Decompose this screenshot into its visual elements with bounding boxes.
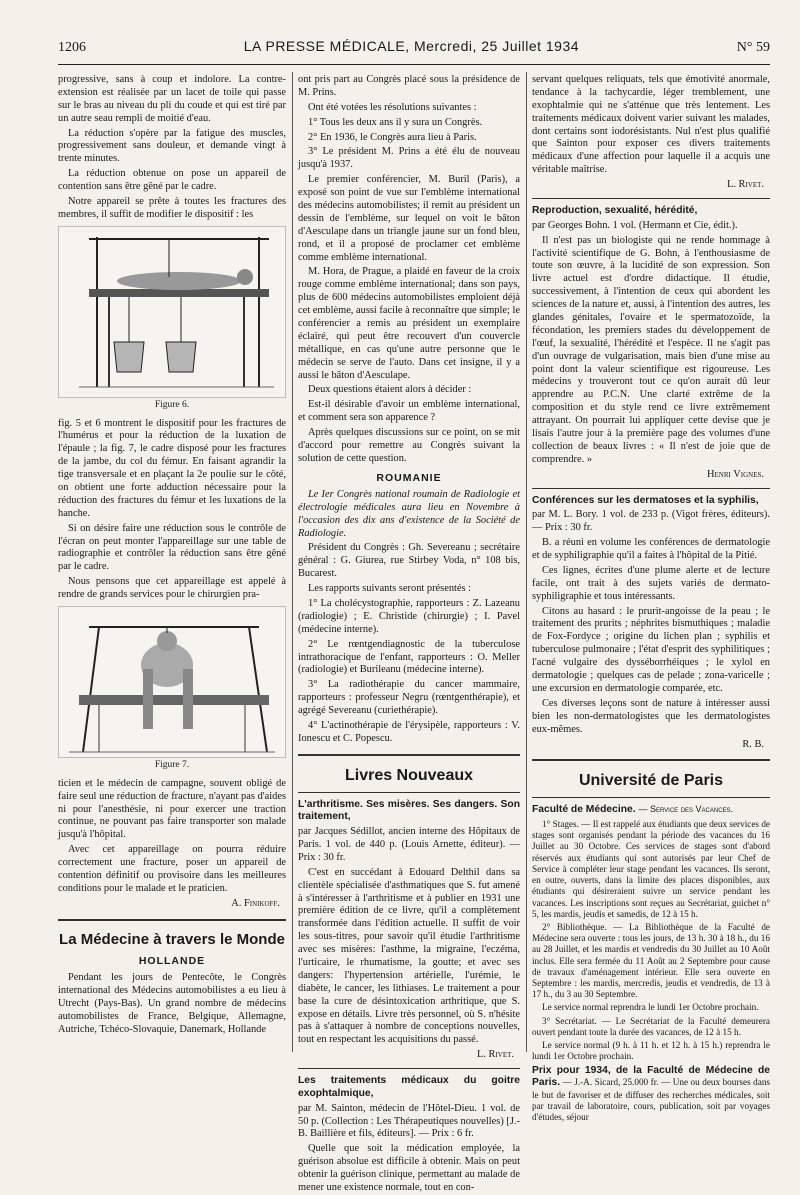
notice-paragraph: 2° Bibliothèque. — La Bibliothèque de la Faculté de Médecine sera ouverte : tous les jours, de 13 h. 30 à 18 h., du 16 au 28 Juillet, et les mardis et vendredis du 30 Juillet au 10 Août inclus. Elle sera fermée du 11 Août au 2 Septembre pour cause de travaux d'aménagement intérieur. Elle sera ouverte en Septembre : les mardis, mercredis, jeudis et vendredis, de 13 à 17 h., du 3 au 30 Septembre. (532, 921, 770, 1000)
paragraph: 2° En 1936, le Congrès aura lieu à Paris. (308, 131, 477, 143)
paragraph: Il n'est pas un biologiste qui ne rende hommage à l'activité scientifique de G. Bohn, à l'enthousiasme de toute son œuvre, à la lucidité de son expression. Son livre actuel est d'ordre didactique. Il étudie, successivement, à l'intention de ceux qui abordent les sciences de la nature et, aussi, à l'intention des autres, les glandes génitales, l'ovaire et le spermatozoïde, la fécondation, les premiers stades du développement de l'œuf, la sexualité, l'hérédité et l'espèce. Il ne s'agit pas d'un ouvrage de vulgarisation, mais bien d'une mise au point dont la valeur scientifique est rigoureuse. Les médecins y trouveront tout ce qu'on aurait dû leur apprendre au P.C.N. Une clarté extrême de la composition et du style rend ce livre extrêmement attrayant. On pourrait lui appliquer cette devise que je lisais l'autre jour à la première page des volumes d'une collection de beaux livres : « Il n'est de joie que de comprendre. » (532, 234, 770, 465)
review-signature: L. Rivet. (476, 1049, 514, 1061)
paragraph: Ces lignes, écrites d'une plume alerte et de lecture facile, ont trait à des sujets variés de dermato-syphiligraphie et tous intéressants. (532, 564, 770, 602)
book-title: Conférences sur les dermatoses et la syphilis, (532, 494, 759, 506)
divider (532, 797, 770, 798)
page-number: 1206 (58, 40, 86, 55)
column-rule-1 (292, 72, 293, 1052)
paragraph: Notre appareil se prête à toutes les fractures des membres, il suffit de modifier le dispositif : les (58, 196, 286, 220)
subsection-title: ROUMANIE (376, 471, 442, 484)
book-meta: par Jacques Sédillot, ancien interne des Hôpitaux de Paris. 1 vol. de 440 p. (Louis Arnette, éditeur). — Prix : 30 fr. (298, 826, 520, 863)
author-signature: A. Finikoff. (231, 897, 280, 909)
figure-7-caption: Figure 7. (154, 760, 190, 771)
notice-paragraph: Le service normal reprendra le lundi 1er Octobre prochain. (542, 1002, 759, 1013)
book-meta: par Georges Bohn. 1 vol. (Hermann et Cie, édit.). (532, 219, 738, 231)
figure-6-illustration (58, 226, 286, 398)
section-title: La Médecine à travers le Monde (59, 930, 285, 948)
paragraph: ont pris part au Congrès placé sous la présidence de M. Prins. (298, 74, 520, 98)
paragraph: ticien et le médecin de campagne, souvent obligé de faire seul une réduction de fracture, n'ayant pas d'aides ni pour l'anesthésie, ni pour exercer une traction continue, ne pouvant pas faire transporter son malade jusqu'à l'hôpital. (58, 777, 286, 841)
paragraph: 4° L'actinothérapie de l'érysipèle, rapporteurs : V. Ionescu et C. Popescu. (298, 719, 520, 744)
review-signature: L. Rivet. (726, 179, 764, 191)
figure-6-caption: Figure 6. (154, 399, 190, 410)
paragraph: Citons au hasard : le prurit-angoisse de la peau ; le traitement des prurits ; néphrites bismuthiques ; maladie de Fox-Fordyce ; origine du lichen plan ; syphilis et tuberculose pulmonaire ; l'état d'esprit des syphilitiques ; l'acné vulgaire des dysséborrhéiques ; le xylol en dermatologie ; quelques cas de pelade ; zona-varicelle ; une excursion en dermatologie comparée, etc. (532, 605, 770, 694)
paragraph: 3° Le président M. Prins a été élu de nouveau jusqu'à 1937. (298, 146, 520, 171)
column-rule-2 (526, 72, 527, 1052)
notice-paragraph: 3° Secrétariat. — Le Secrétariat de la Faculté demeurera ouvert pendant toute la durée des vacances, de 12 à 15 h. (532, 1015, 770, 1037)
paragraph: Après quelques discussions sur ce point, on se mit d'accord pour remettre au Congrès suivant la solution de cette question. (298, 427, 520, 464)
paragraph: Le Ier Congrès national roumain de Radiologie et électrologie médicales aura lieu en Novembre à l'occasion des dix ans d'existence de la Société de Radiologie. (298, 488, 520, 539)
book-title: Les traitements médicaux du goitre exophtalmique, (298, 1075, 520, 1099)
paragraph: Avec cet appareillage on pourra réduire correctement une fracture, poser un appareil de contention définitif ou provisoire dans les meilleures conditions pour le malade et le praticien. (58, 844, 286, 894)
book-title: L'arthritisme. Ses misères. Ses dangers. Son traitement, (298, 798, 520, 823)
paragraph: Le premier conférencier, M. Buril (Paris), a exposé son point de vue sur l'emblème international des médecins automobilistes; il remit au président un dessin de l'emblème, sur lequel on voit le bâton d'Aesculape dans un triangle jaune sur un fond bleu, rond, et il a proposé de proclamer cet emblème comme emblème international. (298, 174, 520, 263)
prize-text: — J.-A. Sicard, 25.000 fr. — Une ou deux bourses dans le but de favoriser et de diffuser des recherches médicales, soit par travail de laboratoire, cours, publication, soit par voyages d'études, séjour (532, 1077, 770, 1123)
paragraph: M. Hora, de Prague, a plaidé en faveur de la croix rouge comme emblème international; dans son pays, plus de 600 médecins automobilistes emploient déjà cet emblème, aussi facile à reconnaître que simple; le conférencier a remis au président un exemplaire éclairé, qui peut être recouvert d'un couvercle métallique, en cas qu'une autre personne que le médecin se serve de l'auto. Dans cet insigne, il y a aussi le bâton d'Aesculape. (298, 266, 520, 381)
paragraph: 1° Tous les deux ans il y sura un Congrès. (308, 116, 483, 128)
divider (298, 792, 520, 793)
paragraph: 1° La cholécystographie, rapporteurs : Z. Lazeanu (radiologie) ; E. Christide (chirurgie) ; I. Pavel (médecine interne). (298, 597, 520, 635)
paragraph: Nous pensons que cet appareillage est appelé à rendre de grands services pour le chirurgien pra- (58, 576, 286, 601)
section-title: Livres Nouveaux (344, 766, 474, 784)
section-title: Université de Paris (578, 772, 724, 790)
notice-paragraph: Le service normal (9 h. à 11 h. et 12 h. à 15 h.) reprendra le lundi 1er Octobre prochain. (532, 1040, 770, 1062)
review-signature: R. B. (742, 738, 764, 750)
paragraph: Si on désire faire une réduction sous le contrôle de l'écran on peut monter l'appareillage sur une table de radiographie et contrôler la réduction sans être gêné par le cadre. (58, 522, 286, 573)
faculty-name: Faculté de Médecine. (532, 804, 636, 816)
faculty-title (532, 804, 770, 817)
column-1 (58, 74, 286, 1074)
paragraph: C'est en succédant à Edouard Delthil dans sa clientèle spécialisée d'asthmatiques que S. fut amené à s'intéresser à l'arthritisme et à publier en 1931 une première édition de ce livre, qu'il a complètement transformée dans l'édition actuelle. Il suffit de voir les sous-titres, pour savoir qu'il étudie l'arthritisme avec ses misères: l'asthme, la migraine, l'eczéma, l'urticaire, le rhumatisme, la goutte; et avec ses dangers: l'hypertension artérielle, l'urémie, le diabète, le cancer, les lithiases. Le traitement a pour base la cure de désintoxication arthritique, que S. expose en détails. Livre très personnel, où S. n'hésite pas à s'attaquer à nombre de conceptions nouvelles, tout en respectant les acquisitions du passé. (298, 866, 520, 1046)
paragraph: 3° La radiothérapie du cancer mammaire, rapporteurs : professeur Negru (rœntgenthérapie), et agrégé Severeanu (curiethérapie). (298, 679, 520, 717)
column-2 (298, 74, 520, 1194)
column-3 (532, 74, 770, 1123)
paragraph: 2° Le rœntgendiagnostic de la tuberculose intrathoracique de l'enfant, rapporteurs : O. Meller (radiologie) et Burileanu (médecine interne). (298, 638, 520, 676)
book-meta: par M. Sainton, médecin de l'Hôtel-Dieu. 1 vol. de 50 p. (Collection : Les Thérapeutiques nouvelles) [J.-B. Baillière et fils, éditeurs]. — Prix : 6 fr. (298, 1102, 520, 1140)
journal-title: LA PRESSE MÉDICALE, Mercredi, 25 Juillet 1934 (243, 38, 580, 54)
prize-paragraph (532, 1065, 770, 1124)
section-divider (298, 754, 520, 756)
notice-paragraph: 1° Stages. — Il est rappelé aux étudiants que deux services de stages sont organisés pendant la période des vacances du 16 Juillet au 30 Octobre. Ces services de stages sont d'abord réservés aux étudiants qui sont autorisés par leur Chef de Service à compléter leur stage pendant les vacances. Ils seront, en outre, ouverts, dans la limite des places disponibles, aux étudiants qui désireraient suivre un service pendant les vacances. Les inscriptions sont reçues au Secrétariat, guichet n° 5, les mardis, jeudis et samedis, de 12 à 15 h. (532, 818, 770, 919)
paragraph: Est-il désirable d'avoir un emblème international, et comment sera son apparence ? (298, 399, 520, 424)
paragraph: servant quelques reliquats, tels que émotivité anormale, tendance à la tachycardie, léger tremblement, une exophtalmie qui ne s'atténue que très lentement. Les traitements médicaux doivent varier suivant les malades, dont certains sont iodorésistants. Nul n'est plus qualifié que Sainton pour exposer ces divers traitements médicaux d'une affection pour laquelle il a acquis une véritable maîtrise. (532, 74, 770, 176)
prize-title: Prix pour 1934, de la Faculté de Médecine de Paris. (532, 1064, 770, 1089)
divider (298, 1068, 520, 1069)
paragraph: La réduction s'opère par la fatigue des muscles, progressivement sans douleur, et demande vingt à trente minutes. (58, 127, 286, 165)
review-signature: Henri Vignes. (707, 468, 764, 480)
paragraph: Président du Congrès : Gh. Severeanu ; secrétaire général : G. Giurea, rue Stirbey Voda, n° 108 bis, Bucarest. (298, 542, 520, 580)
book-meta: par M. L. Bory. 1 vol. de 233 p. (Vigot frères, éditeurs). — Prix : 30 fr. (532, 509, 770, 534)
paragraph: Ont été votées les résolutions suivantes : (308, 101, 477, 113)
divider (532, 488, 770, 489)
figure-7-illustration (58, 606, 286, 758)
paragraph: Deux questions étaient alors à décider : (308, 384, 472, 396)
section-divider (532, 759, 770, 761)
subsection-title: HOLLANDE (138, 955, 206, 968)
book-title: Reproduction, sexualité, hérédité, (532, 205, 698, 217)
page-header (58, 38, 770, 65)
paragraph: B. a réuni en volume les conférences de dermatologie et de syphiligraphie qu'il a faites à l'hôpital de la Pitié. (532, 537, 770, 562)
faculty-subtitle: — Service des Vacances. (638, 804, 734, 815)
section-divider (58, 919, 286, 921)
paragraph: progressive, sans à coup et indolore. La contre-extension est réalisée par un lacet de toile qui passe sur le bras au niveau du pli du coude et qui est tiré par un autre seau rempli de moitié d'eau. (58, 74, 286, 124)
paragraph: Ces diverses leçons sont de nature à intéresser aussi bien les non-dermatologistes que les dermatologistes eux-mêmes. (532, 697, 770, 735)
paragraph: Pendant les jours de Pentecôte, le Congrès international des Médecins automobilistes a eu lieu à Utrecht (Pays-Bas). Un grand nombre de médecins automobilistes de France, Belgique, Allemagne, Autriche, Tchéco-Slovaquie, Danemark, Hollande (58, 972, 286, 1035)
paragraph: fig. 5 et 6 montrent le dispositif pour les fractures de l'humérus et pour la réduction de la luxation de l'épaule ; la fig. 7, le cadre disposé pour les fractures de la jambe, du col du fémur. En faisant agrandir la tige transversale et en plaçant la 2e poulie sur le côté, on obtient une forte adduction nécessaire pour la réduction des fractures du fémur et les luxations de la hanche. (58, 417, 286, 519)
divider (532, 198, 770, 199)
paragraph: Les rapports suivants seront présentés : (308, 583, 472, 595)
paragraph: Quelle que soit la médication employée, la guérison absolue est difficile à obtenir. Mais on peut obtenir la guérison clinique, permettant au malade de mener une existence normale, tout en con- (298, 1143, 520, 1194)
paragraph: La réduction obtenue on pose un appareil de contention sans être gêné par le cadre. (58, 168, 286, 193)
issue-number: N° 59 (736, 40, 770, 55)
